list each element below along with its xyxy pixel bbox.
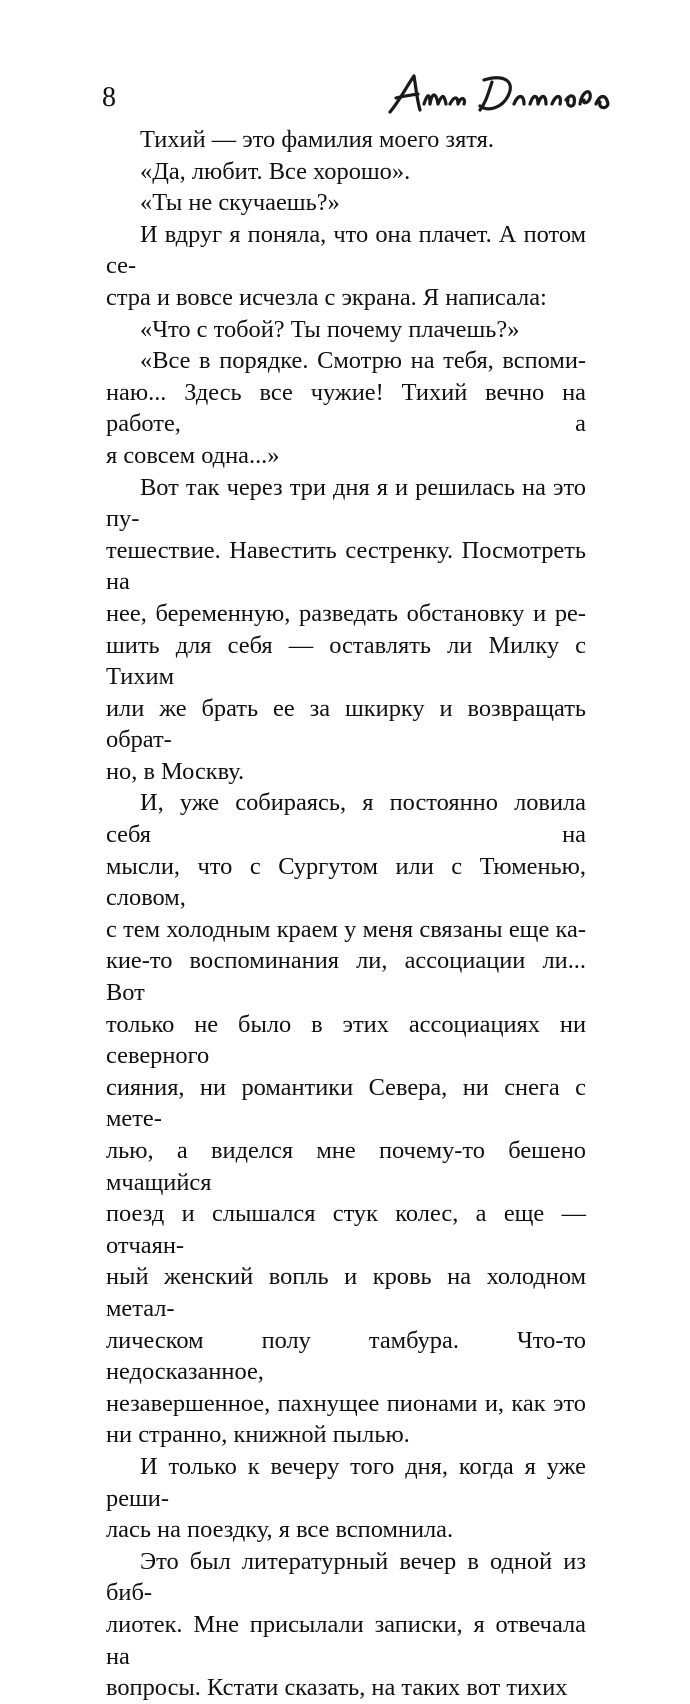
text-line: поезд и слышался стук колес, а еще — отчаян- — [106, 1200, 586, 1259]
paragraph — [106, 1451, 586, 1546]
text-line: «Все в порядке. Смотрю на тебя, вспоми- — [140, 347, 586, 375]
paragraph — [106, 156, 586, 188]
text-line: только не было в этих ассоциациях ни северного — [106, 1010, 586, 1070]
text-line: наю... Здесь все чужие! Тихий вечно на работе, а — [106, 378, 586, 438]
paragraph — [106, 124, 586, 156]
text-line: И, уже собираясь, я постоянно ловила себя на — [106, 789, 586, 849]
text-line: «Что с тобой? Ты почему плачешь?» — [140, 315, 520, 343]
paragraph — [106, 219, 586, 314]
paragraph — [106, 345, 586, 471]
text-line: «Ты не скучаешь?» — [140, 189, 340, 217]
text-line: И вдруг я поняла, что она плачет. А потом се- — [106, 220, 586, 280]
paragraph — [106, 314, 586, 346]
text-line: Вот так через три дня я и решилась на это пу- — [106, 473, 586, 533]
text-line: И только к вечеру того дня, когда я уже реши- — [106, 1452, 586, 1512]
text-line: мысли, что с Сургутом или с Тюменью, словом, — [106, 852, 586, 912]
text-line: или же брать ее за шкирку и возвращать обрат- — [106, 694, 586, 754]
body-text — [106, 124, 586, 1704]
text-line: тешествие. Навестить сестренку. Посмотреть на — [106, 536, 586, 596]
text-line: я совсем одна...» — [106, 441, 280, 469]
author-signature-logo — [384, 70, 614, 120]
text-line: лиотек. Мне присылали записки, я отвечала на — [106, 1610, 586, 1670]
text-line: ни странно, книжной пылью. — [106, 1421, 410, 1449]
text-line: незавершенное, пахнущее пионами и, как это — [106, 1389, 586, 1417]
paragraph — [106, 187, 586, 219]
author-signature-graphic — [384, 70, 614, 120]
page-number: 8 — [102, 82, 116, 113]
text-line: шить для себя — оставлять ли Милку с Тихим — [106, 631, 586, 691]
text-line: кие-то воспоминания ли, ассоциации ли... Вот — [106, 947, 586, 1007]
paragraph — [106, 472, 586, 788]
text-line: лась на поездку, я все вспомнила. — [106, 1516, 454, 1544]
paragraph — [106, 1546, 586, 1704]
text-line: сияния, ни романтики Севера, ни снега с мете- — [106, 1073, 586, 1133]
text-line: лью, а виделся мне почему-то бешено мчащийся — [106, 1137, 586, 1196]
text-line: Это был литературный вечер в одной из биб- — [106, 1547, 586, 1607]
text-line: стра и вовсе исчезла с экрана. Я написала: — [106, 283, 547, 311]
text-line: «Да, любит. Все хорошо». — [140, 157, 411, 185]
text-line: с тем холодным краем у меня связаны еще ка- — [106, 915, 586, 943]
text-line: Тихий — это фамилия моего зятя. — [140, 126, 494, 153]
text-line: нее, беременную, разведать обстановку и ре- — [106, 599, 586, 627]
text-line: лическом полу тамбура. Что-то недосказанное, — [106, 1326, 586, 1386]
text-line: но, в Москву. — [106, 757, 245, 785]
text-line: вопросы. Кстати сказать, на таких вот тихих — [106, 1674, 568, 1702]
paragraph — [106, 787, 586, 1450]
text-line: ный женский вопль и кровь на холодном метал- — [106, 1263, 586, 1322]
